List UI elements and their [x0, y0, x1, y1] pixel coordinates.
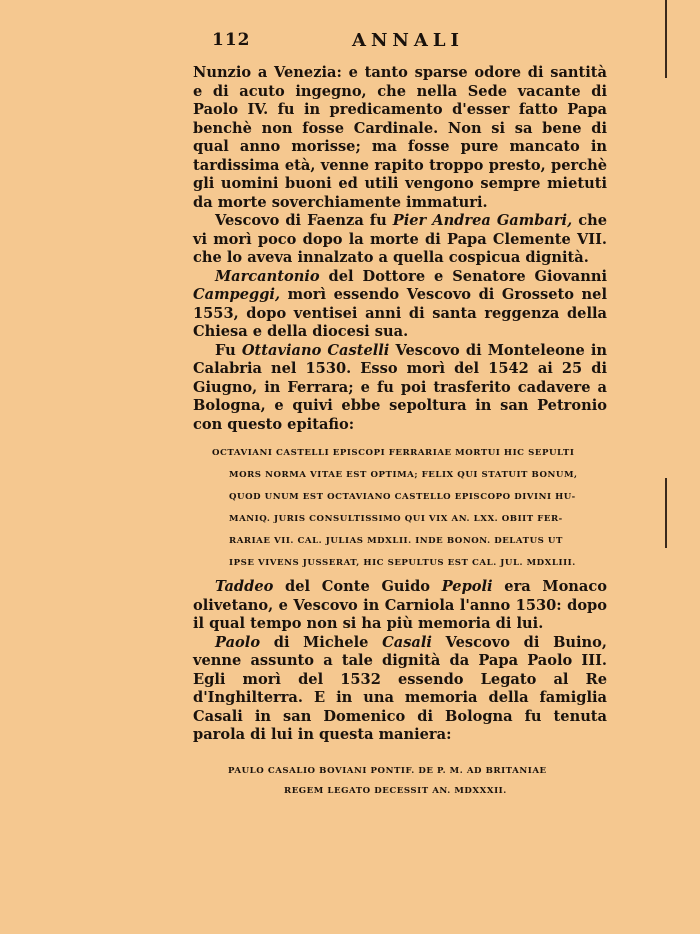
- italic-name: Ottaviano Castelli: [241, 341, 390, 359]
- page-number: 112: [212, 30, 251, 50]
- epitaph-line: MORS NORMA VITAE EST OPTIMA; FELIX QUI STATUIT BONUM,: [229, 470, 578, 480]
- text-run: Fu: [215, 341, 242, 359]
- italic-name: Casali: [382, 633, 432, 651]
- epitaph-line: PAULO CASALIO BOVIANI PONTIF. DE P. M. AD BRITANIAE: [228, 766, 547, 776]
- epitaph-line: IPSE VIVENS JUSSERAT, HIC SEPULTUS EST CAL. JUL. MDXLIII.: [229, 558, 576, 568]
- text-run: del Conte Guido: [273, 578, 442, 595]
- text-run: morì essendo Vescovo di Grosseto nel 1553, dopo ventisei anni di santa reggenza della Chiesa e della diocesi sua.: [193, 286, 607, 340]
- text-run: di Michele: [260, 633, 383, 651]
- page-header: [212, 30, 606, 52]
- italic-name: Campeggi,: [193, 286, 281, 303]
- page-edge-line: [665, 0, 667, 78]
- epitaph-line: OCTAVIANI CASTELLI EPISCOPI FERRARIAE MORTUI HIC SEPULTI: [212, 448, 575, 458]
- paragraph: [193, 64, 607, 212]
- italic-name: Pepoli: [441, 578, 493, 595]
- text-run: Vescovo di Monteleone in Calabria nel 1530. Esso morì del 1542 ai 25 di Giugno, in Ferrara; e fu poi trasferito cadavere a Bologna, e quivi ebbe sepoltura in san Petronio con questo epitafio:: [193, 341, 607, 433]
- body-text-top: [193, 64, 607, 434]
- body-text-bottom: [193, 578, 607, 745]
- paragraph: [193, 342, 607, 435]
- running-title: ANNALI: [352, 30, 464, 51]
- epitaph-line: QUOD UNUM EST OCTAVIANO CASTELLO EPISCOPO DIVINI HU-: [229, 492, 576, 502]
- italic-name: Taddeo: [215, 578, 274, 595]
- italic-name: Pier Andrea Gambari,: [392, 212, 573, 229]
- italic-name: Paolo: [215, 633, 261, 651]
- text-run: del Dottore e Senatore Giovanni: [319, 267, 607, 285]
- text-run: era Monaco olivetano, e Vescovo in Carniola l'anno 1530: dopo il qual tempo non si ha più memoria di lui.: [193, 578, 607, 632]
- paragraph: [193, 212, 607, 268]
- paragraph: [193, 634, 607, 745]
- page-edge-line: [665, 478, 667, 548]
- text-run: Vescovo di Buino, venne assunto a tale dignità da Papa Paolo III. Egli morì del 1532 essendo Legato al Re d'Inghilterra. E in una memoria della famiglia Casali in san Domenico di Bologna fu tenuta parola di lui in questa maniera:: [193, 633, 607, 743]
- epitaph-line: RARIAE VII. CAL. JULIAS MDXLII. INDE BONON. DELATUS UT: [229, 536, 563, 546]
- epitaph-line: MANIQ. JURIS CONSULTISSIMO QUI VIX AN. LXX. OBIIT FER-: [229, 514, 563, 524]
- text-run: Vescovo di Faenza fu: [215, 212, 393, 229]
- text-run: Nunzio a Venezia: e tanto sparse odore di santità e di acuto ingegno, che nella Sede vacante di Paolo IV. fu in predicamento d'esser fatto Papa benchè non fosse Cardinale. Non si sa bene di qual anno morisse; ma fosse pure mancato in tardissima età, venne rapito troppo presto, perchè gli uomini buoni ed utili vengono sempre mietuti da morte soverchiamente immaturi.: [193, 64, 607, 211]
- paragraph: [193, 268, 607, 342]
- epitaph-line: REGEM LEGATO DECESSIT AN. MDXXXII.: [284, 786, 507, 796]
- italic-name: Marcantonio: [215, 267, 320, 285]
- paragraph: [193, 578, 607, 634]
- text-run: che vi morì poco dopo la morte di Papa Clemente VII. che lo aveva innalzato a quella cospicua dignità.: [193, 212, 607, 266]
